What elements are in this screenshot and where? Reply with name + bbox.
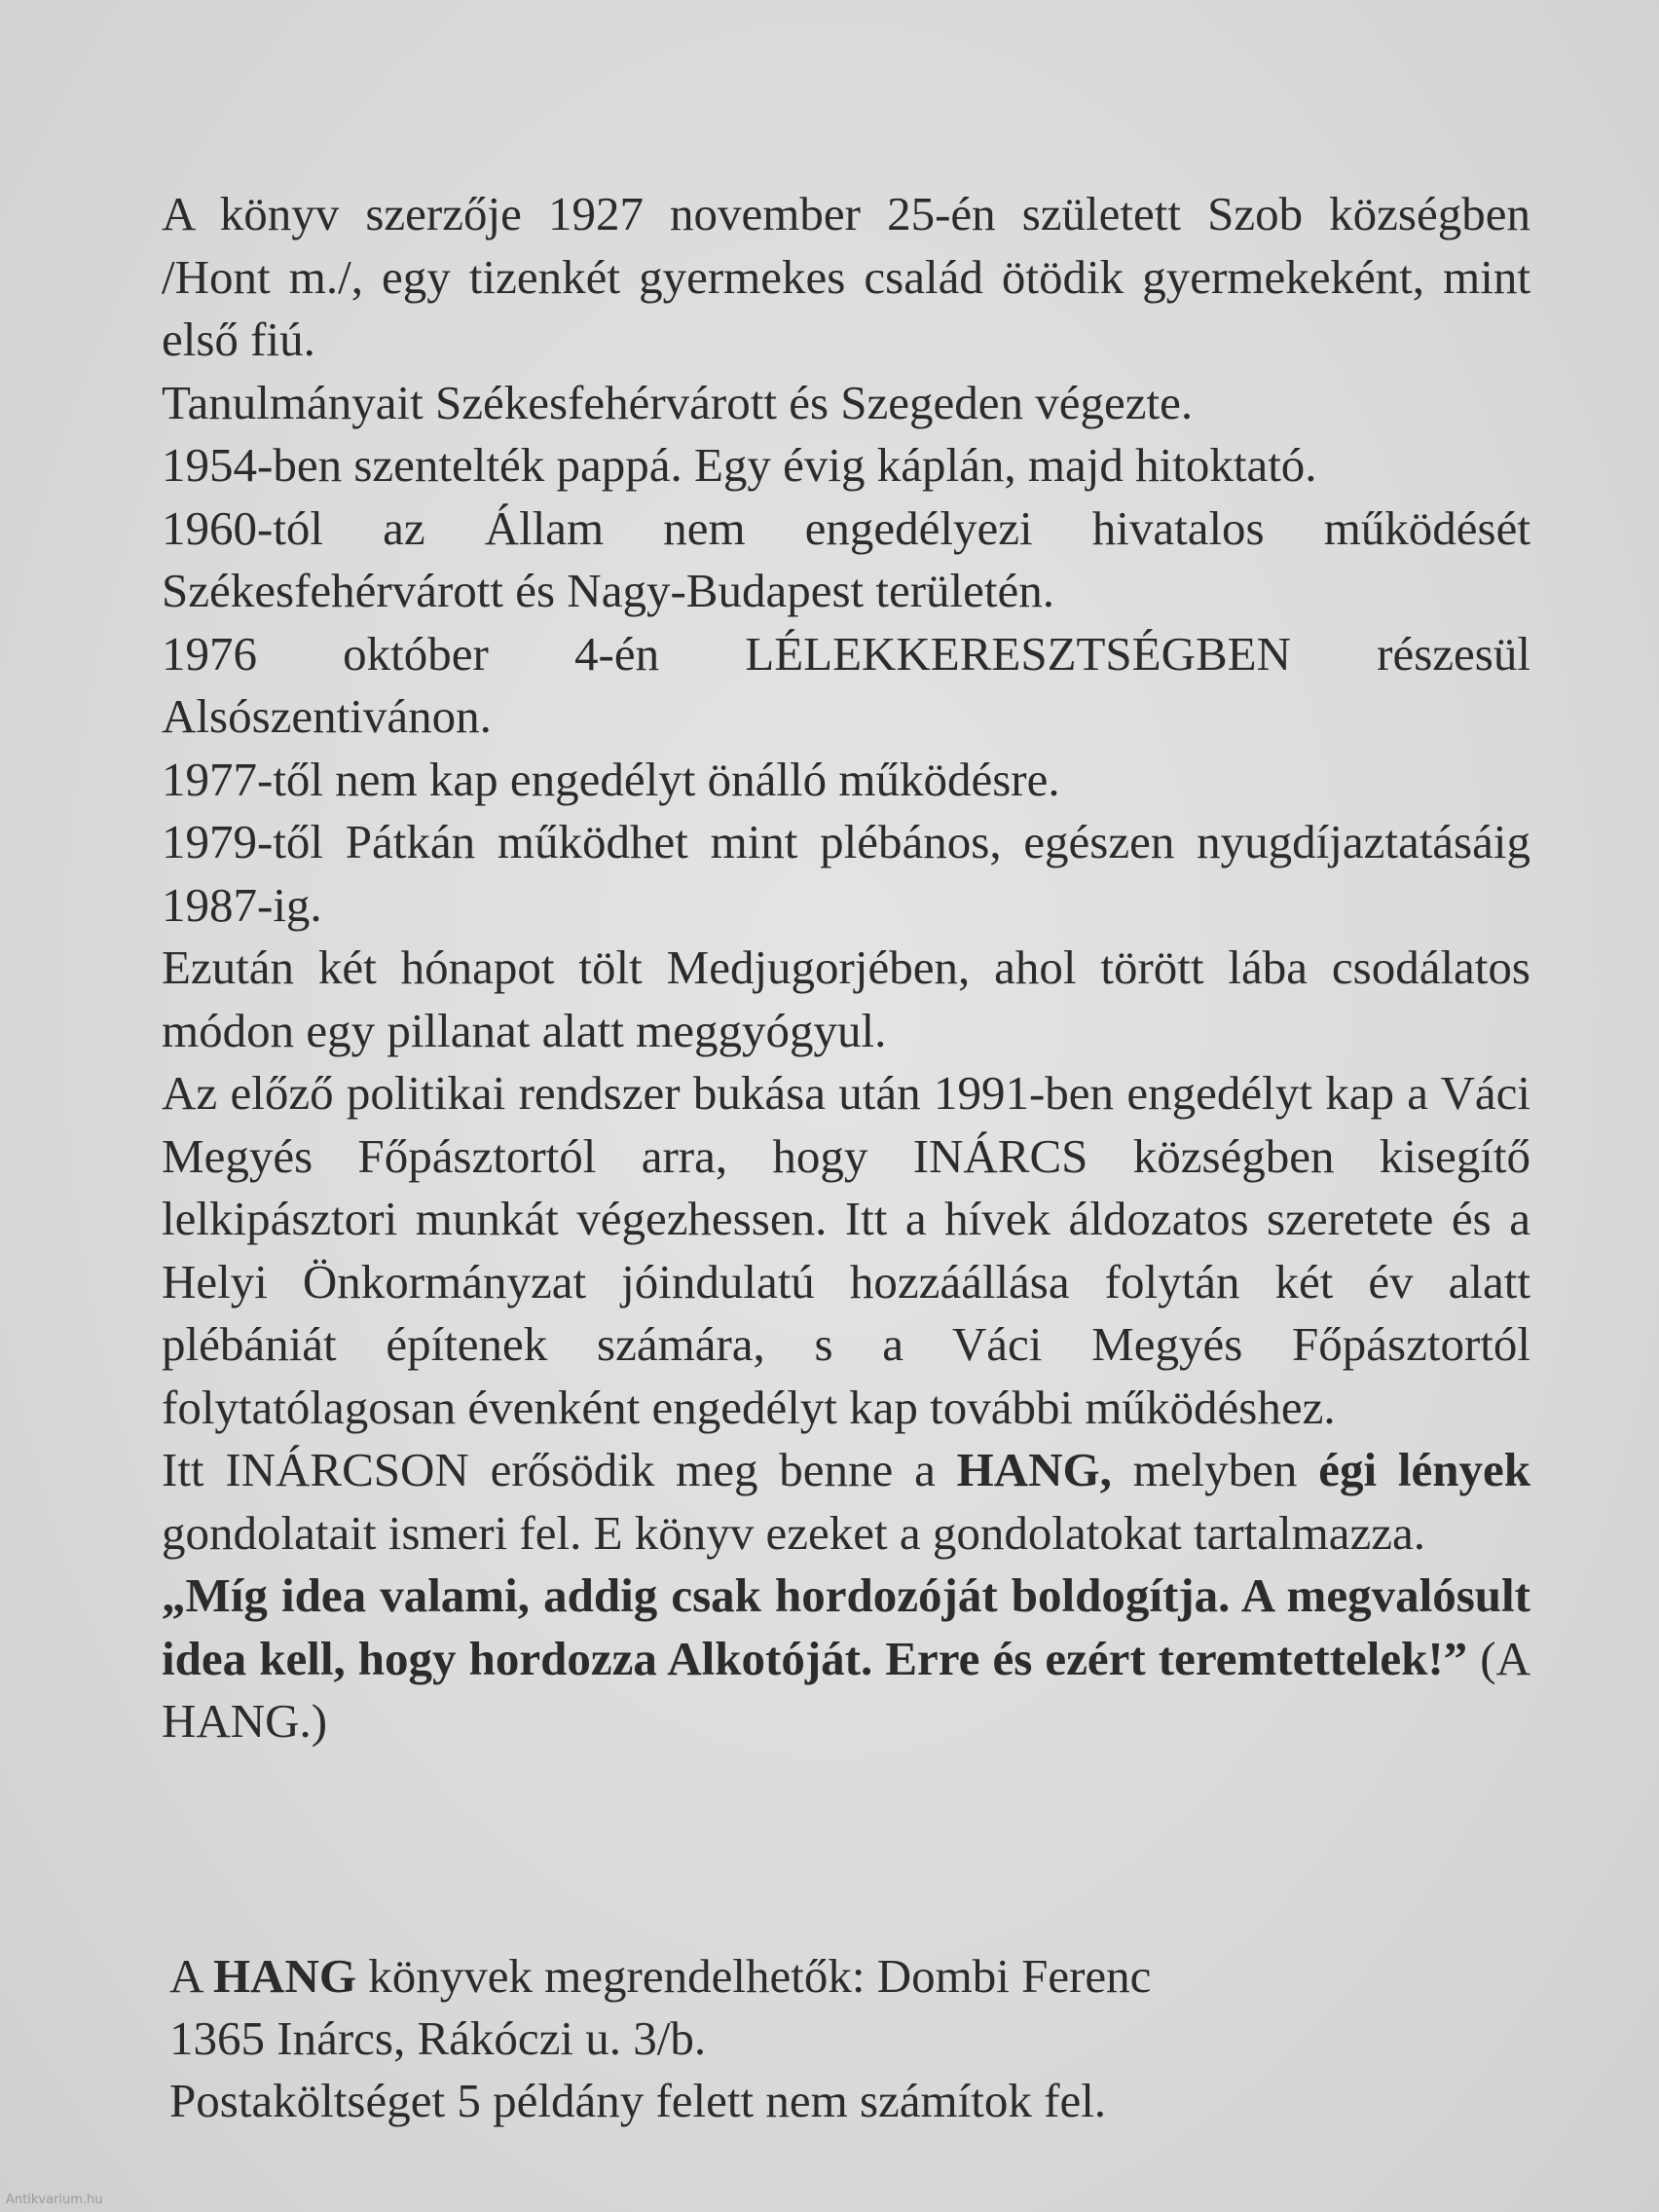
order-line-1-bold: HANG — [212, 1949, 356, 2003]
order-postage-note: Postaköltséget 5 példány felett nem számítok fel. — [169, 2074, 1107, 2127]
quote-text: „Míg idea valami, addig csak hordozóját boldogítja. A megvalósult idea kell, hogy hordozza Alkotóját. Erre és ezért teremtettelek!” — [162, 1568, 1530, 1685]
hang-bold-phrase: égi lények — [1318, 1443, 1530, 1496]
biography-text — [162, 183, 1530, 1753]
order-line-1-suffix: könyvek megrendelhetők: Dombi Ferenc — [355, 1949, 1152, 2003]
hang-text-part2: melyben — [1111, 1443, 1319, 1496]
biography-paragraph-inarcs: Az előző politikai rendszer bukása után 1991-ben engedélyt kap a Váci Megyés Főpásztortól arra, hogy INÁRCS községben kisegítő lelkipásztori munkát végezhessen. Itt a hívek áldozatos szeretete és a Helyi Önkormányzat jóindulatú hozzáállása folytán két év alatt plébániát építenek számára, s a Váci Megyés Főpásztortól folytatólagosan évenként engedélyt kap további működéshez. — [162, 1066, 1530, 1434]
hang-quote — [162, 1565, 1530, 1753]
biography-paragraph-medjugorje: Ezután két hónapot tölt Medjugorjében, ahol törött lába csodálatos módon egy pillanat alatt meggyógyul. — [162, 940, 1530, 1057]
order-line-1-prefix: A — [169, 1949, 213, 2003]
order-information — [169, 1945, 1435, 2132]
biography-paragraph-hang — [162, 1439, 1530, 1565]
biography-paragraph-1976: 1976 október 4-én LÉLEKKERESZTSÉGBEN részesül Alsószentivánon. — [162, 626, 1530, 743]
hang-text-part3: gondolatait ismeri fel. E könyv ezeket a gondolatokat tartalmazza. — [162, 1505, 1425, 1560]
order-address: 1365 Inárcs, Rákóczi u. 3/b. — [169, 2011, 707, 2065]
source-watermark: Antikvarium.hu — [6, 2193, 103, 2207]
hang-text-part1: Itt INÁRCSON erősödik meg benne a — [162, 1443, 957, 1496]
hang-bold-word: HANG, — [956, 1443, 1112, 1496]
quote-attribution: (A HANG.) — [162, 1631, 1530, 1748]
biography-paragraph-1979: 1979-től Pátkán működhet mint plébános, egészen nyugdíjaztatásáig 1987-ig. — [162, 815, 1530, 932]
biography-paragraph-birth: A könyv szerzője 1927 november 25-én született Szob községben /Hont m./, egy tizenkét gyermekes család ötödik gyermekeként, mint első fiú. — [162, 187, 1530, 366]
biography-paragraph-ordination: 1954-ben szentelték pappá. Egy évig káplán, majd hitoktató. — [162, 438, 1317, 492]
biography-paragraph-1977: 1977-től nem kap engedélyt önálló működésre. — [162, 752, 1060, 806]
biography-paragraph-studies: Tanulmányait Székesfehérvárott és Szegeden végezte. — [162, 375, 1194, 429]
order-line-1 — [169, 1945, 1435, 2008]
biography-paragraph-1960: 1960-tól az Állam nem engedélyezi hivatalos működését Székesfehérvárott és Nagy-Budapest területén. — [162, 500, 1530, 617]
